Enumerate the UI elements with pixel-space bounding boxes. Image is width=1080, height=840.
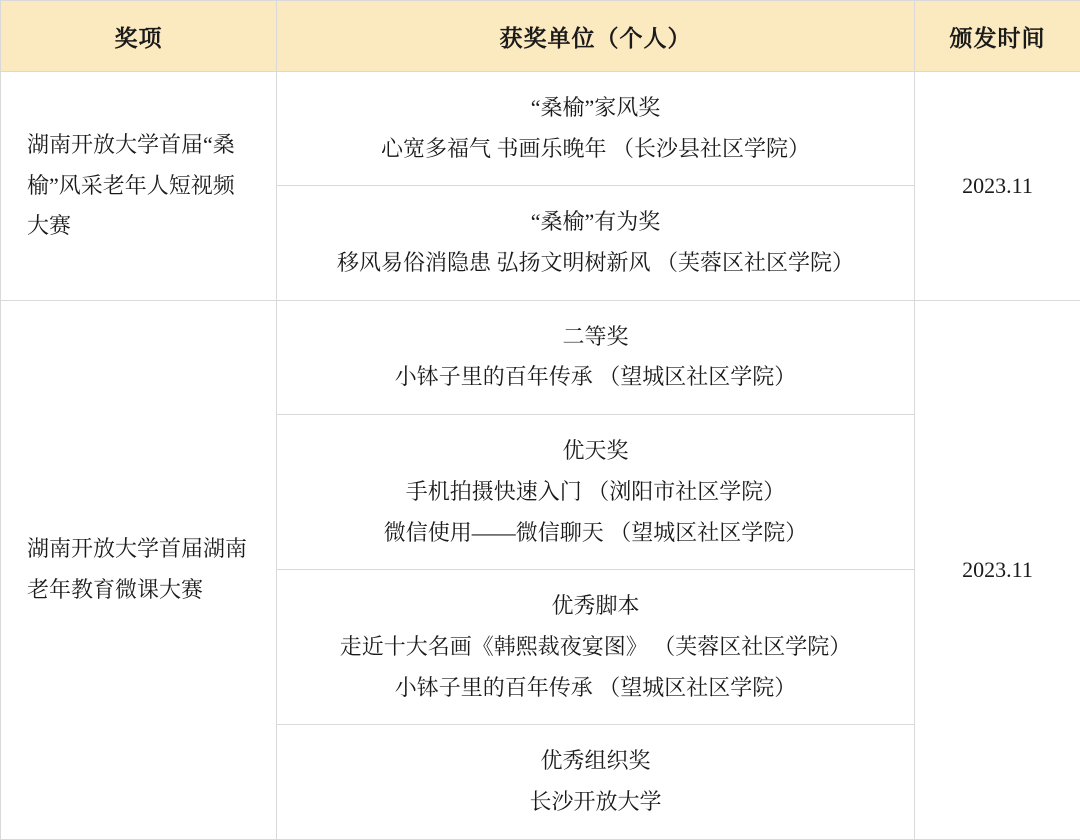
award-name-cell: 湖南开放大学首届“桑榆”风采老年人短视频大赛	[1, 72, 277, 301]
winner-entry: 移风易俗消隐患 弘扬文明树新风 （芙蓉区社区学院）	[287, 243, 904, 284]
column-header-award: 奖项	[1, 1, 277, 72]
winner-cell	[277, 186, 915, 300]
table-body	[1, 72, 1080, 840]
winner-award-title: 二等奖	[287, 317, 904, 358]
winner-entry: 长沙开放大学	[287, 782, 904, 823]
table-row	[1, 300, 1080, 414]
winner-award-title: “桑榆”有为奖	[287, 202, 904, 243]
column-header-winner: 获奖单位（个人）	[277, 1, 915, 72]
winner-entry: 走近十大名画《韩熙裁夜宴图》 （芙蓉区社区学院）	[287, 627, 904, 668]
award-name-cell: 湖南开放大学首届湖南老年教育微课大赛	[1, 300, 277, 839]
winner-entry: 心宽多福气 书画乐晚年 （长沙县社区学院）	[287, 129, 904, 170]
winner-entry: 微信使用——微信聊天 （望城区社区学院）	[287, 513, 904, 554]
table-header-row	[1, 1, 1080, 72]
winner-award-title: 优天奖	[287, 431, 904, 472]
winner-cell	[277, 72, 915, 186]
winner-cell	[277, 725, 915, 839]
winner-cell	[277, 570, 915, 725]
winner-cell	[277, 300, 915, 414]
winner-entry: 手机拍摄快速入门 （浏阳市社区学院）	[287, 472, 904, 513]
winner-award-title: 优秀组织奖	[287, 741, 904, 782]
winner-award-title: 优秀脚本	[287, 586, 904, 627]
winner-cell	[277, 415, 915, 570]
table-header	[1, 1, 1080, 72]
table-row	[1, 72, 1080, 186]
winner-entry: 小钵子里的百年传承 （望城区社区学院）	[287, 668, 904, 709]
award-date-cell: 2023.11	[915, 72, 1080, 301]
column-header-date: 颁发时间	[915, 1, 1080, 72]
winner-entry: 小钵子里的百年传承 （望城区社区学院）	[287, 357, 904, 398]
award-date-cell: 2023.11	[915, 300, 1080, 839]
winner-award-title: “桑榆”家风奖	[287, 88, 904, 129]
